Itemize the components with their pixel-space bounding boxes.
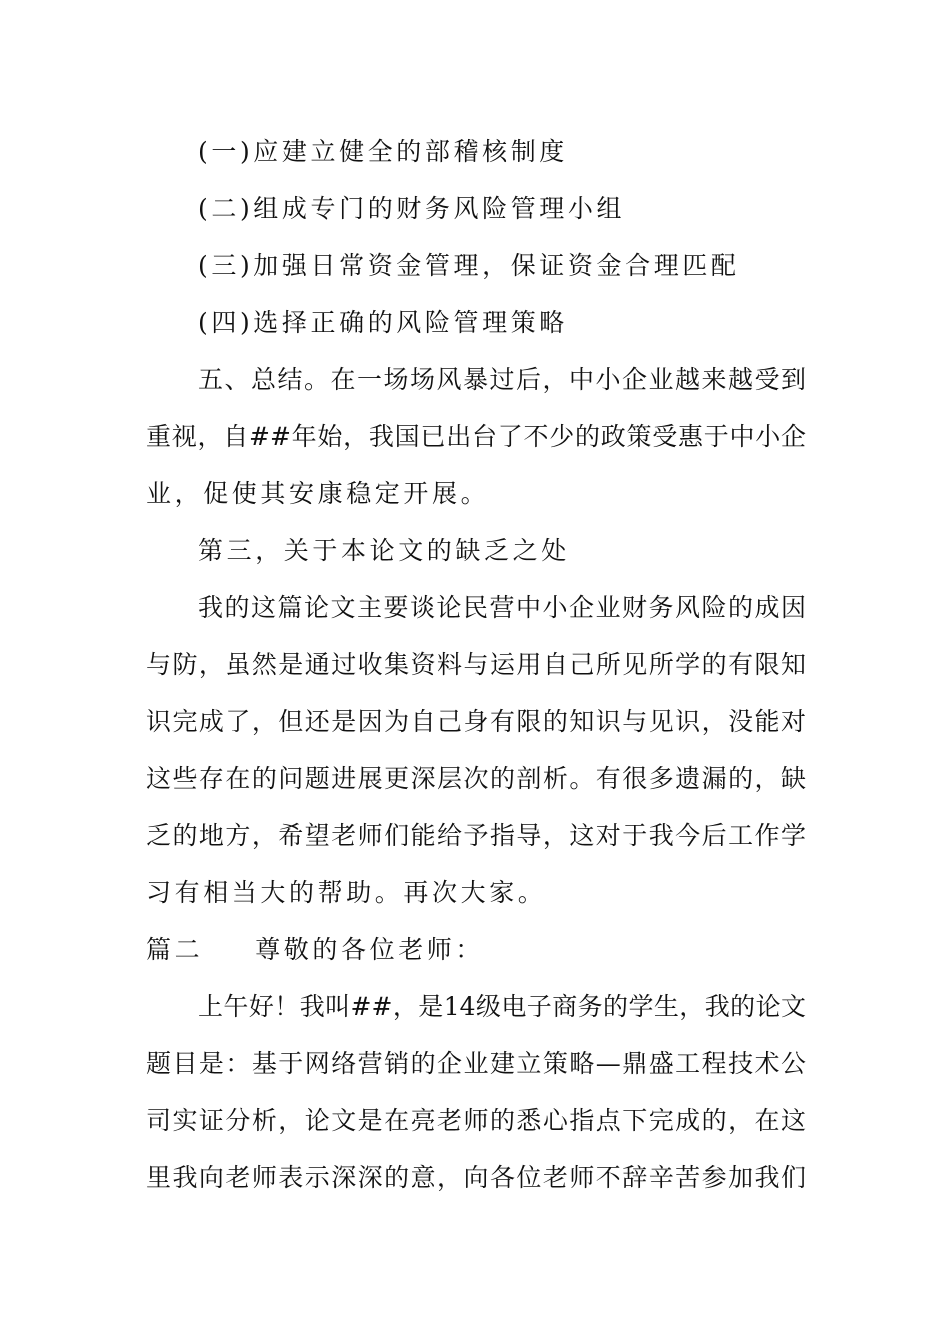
paragraph-line: 与防，虽然是通过收集资料与运用自己所见所学的有限知 — [146, 650, 806, 679]
paragraph-line: 重视，自##年始，我国已出台了不少的政策受惠于中小企 — [146, 422, 806, 451]
paragraph-line: 这些存在的问题进展更深层次的剖析。有很多遗漏的，缺 — [146, 764, 806, 793]
list-item-2: (二)组成专门的财务风险管理小组 — [198, 194, 626, 223]
section-heading — [146, 934, 806, 966]
list-item-4: (四)选择正确的风险管理策略 — [198, 308, 568, 337]
salutation: 尊敬的各位老师： — [255, 935, 485, 964]
list-item-3: (三)加强日常资金管理，保证资金合理匹配 — [198, 251, 740, 280]
paragraph-line: 五、总结。在一场场风暴过后，中小企业越来越受到 — [198, 365, 806, 394]
paragraph-line: 题目是：基于网络营销的企业建立策略—鼎盛工程技术公 — [146, 1049, 806, 1078]
paragraph-line: 里我向老师表示深深的意，向各位老师不辞辛苦参加我们 — [146, 1163, 806, 1192]
list-item-1: (一)应建立健全的部稽核制度 — [198, 137, 568, 166]
paragraph-line: 业，促使其安康稳定开展。 — [146, 479, 490, 508]
paragraph-line: 乏的地方，希望老师们能给予指导，这对于我今后工作学 — [146, 821, 806, 850]
paragraph-line: 习有相当大的帮助。再次大家。 — [146, 878, 547, 907]
section-label: 篇二 — [146, 935, 204, 964]
subsection-title: 第三，关于本论文的缺乏之处 — [198, 536, 570, 565]
paragraph-line: 上午好！我叫##，是14级电子商务的学生，我的论文 — [198, 992, 806, 1021]
paragraph-line: 识完成了，但还是因为自己身有限的知识与见识，没能对 — [146, 707, 806, 736]
paragraph-line: 司实证分析，论文是在亮老师的悉心指点下完成的，在这 — [146, 1106, 806, 1135]
paragraph-line: 我的这篇论文主要谈论民营中小企业财务风险的成因 — [198, 593, 806, 622]
